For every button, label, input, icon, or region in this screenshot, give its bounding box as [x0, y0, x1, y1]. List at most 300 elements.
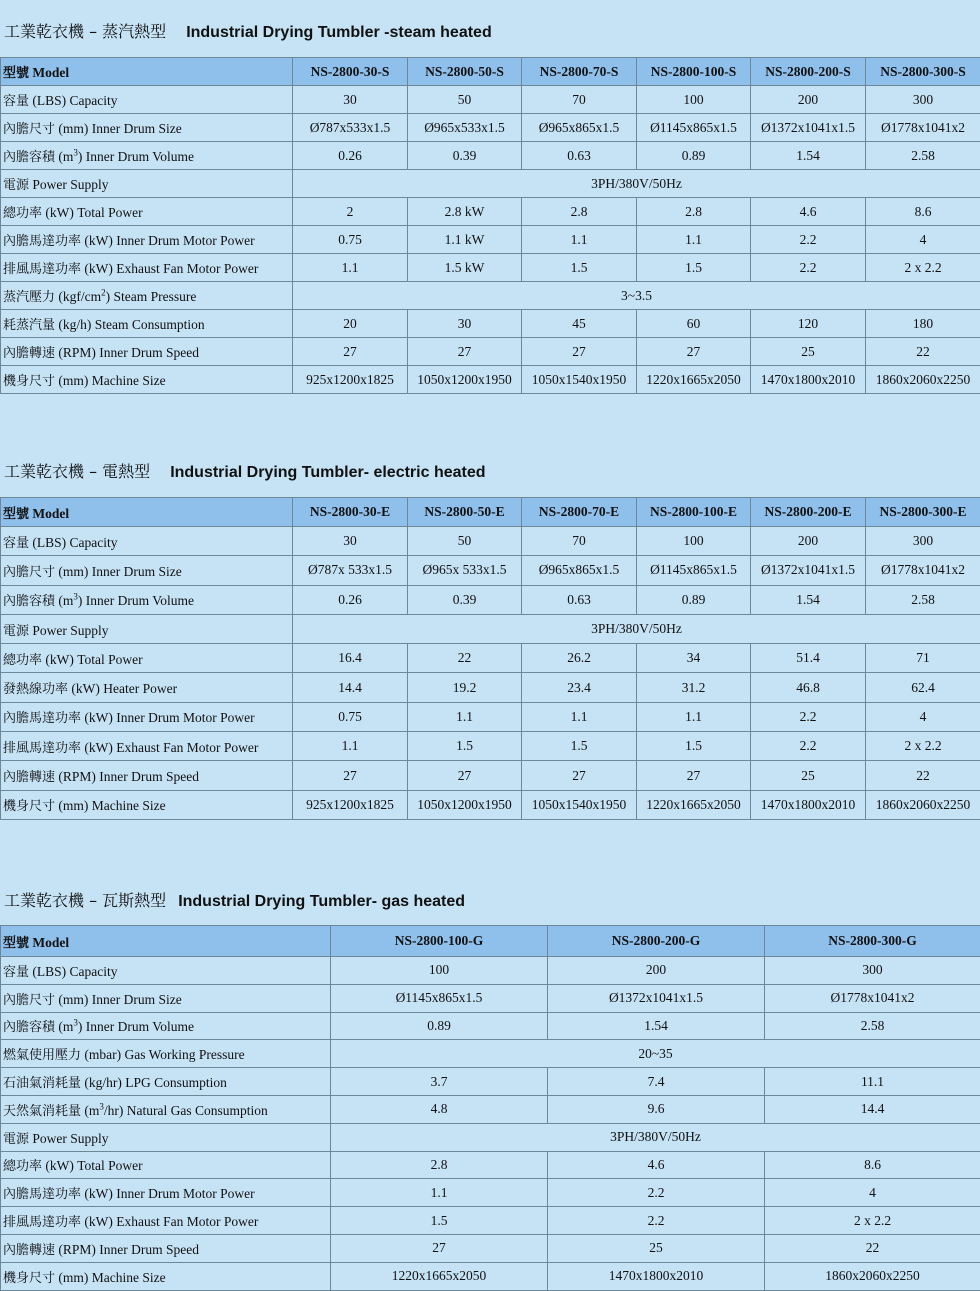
row-label-en-suffix: ) Inner Drum Volume: [77, 593, 194, 609]
value-cell: 0.39: [408, 142, 522, 170]
value-cell: 1.54: [751, 142, 866, 170]
value-cell: 11.1: [765, 1068, 980, 1096]
value-cell: 1220x1665x2050: [637, 790, 751, 819]
value-cell: 22: [765, 1234, 980, 1262]
table-row: [1, 282, 980, 310]
value-cell: 1470x1800x2010: [751, 366, 866, 394]
row-label: [1, 198, 293, 226]
value-cell: Ø965x 533x1.5: [408, 556, 522, 585]
value-cell: 0.75: [293, 702, 408, 731]
value-cell: 2 x 2.2: [866, 254, 980, 282]
table-row: [1, 1262, 980, 1290]
value-cell: 34: [637, 644, 751, 673]
row-label: [1, 644, 293, 673]
value-cell: 27: [522, 761, 637, 790]
value-cell: 27: [293, 338, 408, 366]
table-row: [1, 702, 980, 731]
row-label-zh: 內膽馬達功率: [3, 234, 82, 249]
value-cell: 925x1200x1825: [293, 366, 408, 394]
row-label-en: Power Supply: [32, 177, 109, 192]
value-cell: 2.2: [751, 732, 866, 761]
row-label: [1, 1012, 331, 1040]
merged-value-cell: 20~35: [331, 1040, 980, 1068]
superscript: 3: [73, 147, 78, 158]
value-cell: 1050x1200x1950: [408, 366, 522, 394]
value-cell: 4.6: [548, 1151, 765, 1179]
row-label-en: (kW) Exhaust Fan Motor Power: [84, 739, 259, 755]
table-row: [1, 142, 980, 170]
table-row: [1, 761, 980, 790]
value-cell: 4: [765, 1179, 980, 1207]
value-cell: Ø1778x1041x2: [866, 114, 980, 142]
row-label-en: (kg/hr) LPG Consumption: [84, 1075, 227, 1091]
value-cell: 46.8: [751, 673, 866, 702]
value-cell: 4.8: [331, 1095, 548, 1123]
superscript: 3: [73, 1017, 78, 1028]
row-label-en-suffix: ) Inner Drum Volume: [77, 149, 194, 164]
electric-spec-table: [0, 497, 980, 820]
value-cell: 9.6: [548, 1095, 765, 1123]
value-cell: 27: [522, 338, 637, 366]
table-row: [1, 1123, 980, 1151]
row-label-zh: 電源: [3, 178, 30, 193]
row-label-en: (mbar) Gas Working Pressure: [84, 1047, 245, 1063]
model-header-label: [1, 58, 293, 86]
value-cell: 1.5: [408, 732, 522, 761]
value-cell: 100: [637, 86, 751, 114]
row-label-zh: 內膽馬達功率: [3, 711, 82, 727]
value-cell: 51.4: [751, 644, 866, 673]
gas-title-en: Industrial Drying Tumbler- gas heated: [178, 893, 466, 910]
value-cell: 0.39: [408, 585, 522, 614]
model-name-cell: NS-2800-300-E: [866, 498, 980, 527]
value-cell: 1860x2060x2250: [866, 366, 980, 394]
value-cell: 70: [522, 86, 637, 114]
row-label-en: (RPM) Inner Drum Speed: [58, 1241, 199, 1257]
row-label-zh: 電源: [3, 623, 30, 639]
value-cell: 1.1: [522, 702, 637, 731]
superscript: 2: [101, 287, 106, 298]
row-label-en: (mm) Inner Drum Size: [58, 563, 182, 579]
model-name-cell: NS-2800-100-G: [331, 926, 548, 957]
row-label-zh: 容量: [3, 94, 30, 109]
row-label-en: (kW) Heater Power: [71, 681, 178, 697]
steam-title-en: Industrial Drying Tumbler -steam heated: [186, 24, 492, 41]
table-row: [1, 644, 980, 673]
model-label-en: Model: [32, 65, 70, 80]
table-row: [1, 86, 980, 114]
value-cell: 100: [637, 527, 751, 556]
row-label-zh: 內膽轉速: [3, 346, 56, 361]
row-label-en: (mm) Machine Size: [58, 373, 166, 388]
row-label-en: (LBS) Capacity: [32, 93, 118, 108]
value-cell: 0.26: [293, 142, 408, 170]
row-label-zh: 電源: [3, 1131, 30, 1147]
value-cell: 1220x1665x2050: [637, 366, 751, 394]
model-name-cell: NS-2800-70-E: [522, 498, 637, 527]
row-label-zh: 內膽轉速: [3, 1242, 56, 1258]
value-cell: 0.89: [637, 585, 751, 614]
value-cell: 26.2: [522, 644, 637, 673]
model-name-cell: NS-2800-50-S: [408, 58, 522, 86]
value-cell: 1.5: [522, 254, 637, 282]
value-cell: 25: [751, 761, 866, 790]
row-label: [1, 556, 293, 585]
row-label: [1, 254, 293, 282]
value-cell: 2.8: [522, 198, 637, 226]
merged-value-cell: 3PH/380V/50Hz: [293, 170, 980, 198]
value-cell: 200: [548, 957, 765, 985]
value-cell: 1.1: [293, 732, 408, 761]
row-label-zh: 容量: [3, 535, 30, 551]
table-row: [1, 1179, 980, 1207]
row-label-en: (kW) Total Power: [45, 205, 143, 220]
row-label: [1, 310, 293, 338]
value-cell: 4: [866, 226, 980, 254]
row-label: [1, 732, 293, 761]
value-cell: 1.1: [408, 702, 522, 731]
value-cell: 27: [293, 761, 408, 790]
model-name-cell: NS-2800-200-S: [751, 58, 866, 86]
value-cell: Ø1372x1041x1.5: [751, 556, 866, 585]
value-cell: 30: [293, 527, 408, 556]
model-name-cell: NS-2800-300-S: [866, 58, 980, 86]
value-cell: 1050x1540x1950: [522, 790, 637, 819]
row-label-zh: 機身尺寸: [3, 1270, 56, 1286]
value-cell: 200: [751, 86, 866, 114]
row-label-en-suffix: /hr) Natural Gas Consumption: [103, 1102, 268, 1118]
value-cell: 1.5: [331, 1207, 548, 1235]
model-label-zh: 型號: [3, 506, 30, 522]
row-label: [1, 170, 293, 198]
value-cell: 8.6: [765, 1151, 980, 1179]
row-label-zh: 內膽容積: [3, 594, 56, 610]
value-cell: 31.2: [637, 673, 751, 702]
row-label: [1, 614, 293, 643]
value-cell: 1.1: [637, 226, 751, 254]
value-cell: 0.63: [522, 142, 637, 170]
value-cell: 27: [637, 761, 751, 790]
row-label-en: Power Supply: [32, 622, 109, 638]
row-label: [1, 1040, 331, 1068]
model-label-zh: 型號: [3, 935, 30, 951]
table-row: [1, 790, 980, 819]
value-cell: 1.5: [637, 732, 751, 761]
merged-value-cell: 3PH/380V/50Hz: [293, 614, 980, 643]
value-cell: Ø965x533x1.5: [408, 114, 522, 142]
row-label: [1, 1262, 331, 1290]
row-label-zh: 耗蒸汽量: [3, 318, 56, 333]
value-cell: Ø787x533x1.5: [293, 114, 408, 142]
value-cell: 7.4: [548, 1068, 765, 1096]
row-label: [1, 1179, 331, 1207]
model-label-en: Model: [32, 934, 70, 950]
table-row: [1, 957, 980, 985]
table-row: [1, 338, 980, 366]
value-cell: 30: [408, 310, 522, 338]
value-cell: 62.4: [866, 673, 980, 702]
value-cell: 1.1: [293, 254, 408, 282]
row-label-en-suffix: ) Steam Pressure: [105, 289, 197, 304]
row-label: [1, 1207, 331, 1235]
value-cell: 0.26: [293, 585, 408, 614]
value-cell: 1050x1540x1950: [522, 366, 637, 394]
row-label-zh: 機身尺寸: [3, 799, 56, 815]
table-row: [1, 1012, 980, 1040]
row-label-en: (m: [84, 1102, 100, 1118]
gas-section-title: [4, 886, 465, 916]
row-label-en: (kW) Inner Drum Motor Power: [84, 233, 255, 248]
value-cell: 14.4: [765, 1095, 980, 1123]
value-cell: 0.63: [522, 585, 637, 614]
table-row: [1, 732, 980, 761]
row-label-en: (kW) Total Power: [45, 1158, 143, 1174]
table-row: [1, 1207, 980, 1235]
row-label: [1, 114, 293, 142]
table-row: [1, 1040, 980, 1068]
row-label-zh: 蒸汽壓力: [3, 290, 56, 305]
row-label-en: (kgf/cm: [58, 289, 102, 304]
value-cell: Ø1372x1041x1.5: [751, 114, 866, 142]
value-cell: 1.54: [751, 585, 866, 614]
value-cell: 2.8: [331, 1151, 548, 1179]
value-cell: 50: [408, 86, 522, 114]
row-label-en: (kW) Exhaust Fan Motor Power: [84, 1214, 259, 1230]
value-cell: 1470x1800x2010: [751, 790, 866, 819]
table-row: [1, 254, 980, 282]
value-cell: 1220x1665x2050: [331, 1262, 548, 1290]
value-cell: 19.2: [408, 673, 522, 702]
row-label: [1, 984, 331, 1012]
value-cell: 2: [293, 198, 408, 226]
row-label-zh: 總功率: [3, 206, 43, 221]
row-label: [1, 673, 293, 702]
value-cell: 0.89: [637, 142, 751, 170]
row-label: [1, 338, 293, 366]
value-cell: 70: [522, 527, 637, 556]
row-label-en: (LBS) Capacity: [32, 963, 118, 979]
value-cell: 300: [866, 527, 980, 556]
row-label-en-suffix: ) Inner Drum Volume: [77, 1019, 194, 1035]
value-cell: 4: [866, 702, 980, 731]
value-cell: 27: [637, 338, 751, 366]
value-cell: 2 x 2.2: [866, 732, 980, 761]
model-name-cell: NS-2800-100-E: [637, 498, 751, 527]
value-cell: 2.8: [637, 198, 751, 226]
row-label-zh: 天然氣消耗量: [3, 1103, 82, 1119]
table-row: [1, 585, 980, 614]
value-cell: 1860x2060x2250: [866, 790, 980, 819]
model-label-zh: 型號: [3, 66, 30, 81]
table-row: [1, 527, 980, 556]
row-label-en: (mm) Machine Size: [58, 798, 166, 814]
row-label-zh: 發熱線功率: [3, 682, 69, 698]
row-label-zh: 排風馬達功率: [3, 262, 82, 277]
value-cell: 1050x1200x1950: [408, 790, 522, 819]
value-cell: 2.58: [765, 1012, 980, 1040]
table-row: [1, 556, 980, 585]
value-cell: 100: [331, 957, 548, 985]
row-label-en: (kg/h) Steam Consumption: [58, 317, 205, 332]
value-cell: 25: [751, 338, 866, 366]
row-label-zh: 內膽尺寸: [3, 992, 56, 1008]
electric-title-zh: 工業乾衣機 – 電熱型: [4, 462, 151, 481]
steam-section-title: [4, 17, 492, 47]
value-cell: 22: [866, 338, 980, 366]
row-label-en: (mm) Machine Size: [58, 1269, 166, 1285]
row-label: [1, 226, 293, 254]
row-label-zh: 內膽馬達功率: [3, 1187, 82, 1203]
model-label-en: Model: [32, 505, 70, 521]
table-row: [1, 1095, 980, 1123]
model-name-cell: NS-2800-30-S: [293, 58, 408, 86]
value-cell: 14.4: [293, 673, 408, 702]
value-cell: 200: [751, 527, 866, 556]
row-label-zh: 總功率: [3, 1159, 43, 1175]
row-label: [1, 1095, 331, 1123]
row-label-zh: 燃氣使用壓力: [3, 1048, 82, 1064]
value-cell: 2 x 2.2: [765, 1207, 980, 1235]
superscript: 3: [99, 1101, 104, 1112]
value-cell: 3.7: [331, 1068, 548, 1096]
row-label-zh: 內膽轉速: [3, 770, 56, 786]
value-cell: 2.2: [548, 1207, 765, 1235]
value-cell: 16.4: [293, 644, 408, 673]
row-label: [1, 790, 293, 819]
table-row: [1, 310, 980, 338]
table-row: [1, 198, 980, 226]
value-cell: 8.6: [866, 198, 980, 226]
row-label-zh: 機身尺寸: [3, 374, 56, 389]
value-cell: Ø965x865x1.5: [522, 556, 637, 585]
value-cell: Ø965x865x1.5: [522, 114, 637, 142]
row-label-zh: 排風馬達功率: [3, 1215, 82, 1231]
model-name-cell: NS-2800-30-E: [293, 498, 408, 527]
model-name-cell: NS-2800-70-S: [522, 58, 637, 86]
value-cell: 27: [408, 761, 522, 790]
value-cell: 22: [408, 644, 522, 673]
electric-section-title: [4, 457, 486, 487]
value-cell: 2.8 kW: [408, 198, 522, 226]
table-header-row: [1, 498, 980, 527]
superscript: 3: [73, 591, 78, 602]
model-name-cell: NS-2800-200-G: [548, 926, 765, 957]
value-cell: Ø1145x865x1.5: [637, 556, 751, 585]
value-cell: 1.1 kW: [408, 226, 522, 254]
value-cell: 20: [293, 310, 408, 338]
value-cell: 1.5: [637, 254, 751, 282]
merged-value-cell: 3PH/380V/50Hz: [331, 1123, 980, 1151]
value-cell: 30: [293, 86, 408, 114]
value-cell: 27: [331, 1234, 548, 1262]
row-label-en: (m: [58, 593, 74, 609]
value-cell: 1.1: [522, 226, 637, 254]
value-cell: 2.2: [751, 226, 866, 254]
electric-title-en: Industrial Drying Tumbler- electric heated: [170, 464, 486, 481]
value-cell: 1470x1800x2010: [548, 1262, 765, 1290]
value-cell: 2.2: [751, 702, 866, 731]
table-row: [1, 984, 980, 1012]
value-cell: 50: [408, 527, 522, 556]
table-row: [1, 114, 980, 142]
row-label-en: (kW) Total Power: [45, 651, 143, 667]
value-cell: 4.6: [751, 198, 866, 226]
row-label-en: (RPM) Inner Drum Speed: [58, 345, 199, 360]
row-label-en: (mm) Inner Drum Size: [58, 991, 182, 1007]
gas-title-zh: 工業乾衣機 – 瓦斯熱型: [4, 891, 167, 910]
table-header-row: [1, 926, 980, 957]
value-cell: 1.5: [522, 732, 637, 761]
value-cell: 2.2: [751, 254, 866, 282]
row-label-zh: 內膽容積: [3, 1020, 56, 1036]
value-cell: 1.54: [548, 1012, 765, 1040]
value-cell: 300: [765, 957, 980, 985]
steam-spec-table: [0, 57, 980, 394]
row-label-zh: 排風馬達功率: [3, 740, 82, 756]
row-label: [1, 585, 293, 614]
row-label-zh: 內膽尺寸: [3, 122, 56, 137]
table-row: [1, 673, 980, 702]
value-cell: 2.58: [866, 585, 980, 614]
value-cell: 45: [522, 310, 637, 338]
merged-value-cell: 3~3.5: [293, 282, 980, 310]
value-cell: 0.89: [331, 1012, 548, 1040]
model-name-cell: NS-2800-100-S: [637, 58, 751, 86]
row-label: [1, 761, 293, 790]
value-cell: 27: [408, 338, 522, 366]
value-cell: Ø1145x865x1.5: [637, 114, 751, 142]
row-label-en: (kW) Exhaust Fan Motor Power: [84, 261, 259, 276]
row-label: [1, 86, 293, 114]
model-name-cell: NS-2800-200-E: [751, 498, 866, 527]
row-label: [1, 527, 293, 556]
value-cell: 925x1200x1825: [293, 790, 408, 819]
row-label-zh: 容量: [3, 964, 30, 980]
steam-title-zh: 工業乾衣機 – 蒸汽熱型: [4, 22, 167, 41]
row-label: [1, 282, 293, 310]
model-header-label: [1, 926, 331, 957]
value-cell: 1.5 kW: [408, 254, 522, 282]
table-row: [1, 1151, 980, 1179]
value-cell: 23.4: [522, 673, 637, 702]
row-label: [1, 957, 331, 985]
value-cell: 71: [866, 644, 980, 673]
value-cell: 1.1: [331, 1179, 548, 1207]
row-label-en: (LBS) Capacity: [32, 534, 118, 550]
table-row: [1, 366, 980, 394]
row-label: [1, 1123, 331, 1151]
row-label-zh: 石油氣消耗量: [3, 1076, 82, 1092]
model-name-cell: NS-2800-300-G: [765, 926, 980, 957]
row-label: [1, 1151, 331, 1179]
value-cell: Ø1145x865x1.5: [331, 984, 548, 1012]
value-cell: 120: [751, 310, 866, 338]
value-cell: 1.1: [637, 702, 751, 731]
table-row: [1, 226, 980, 254]
value-cell: 300: [866, 86, 980, 114]
row-label: [1, 1234, 331, 1262]
row-label-en: (m: [58, 1019, 74, 1035]
table-row: [1, 614, 980, 643]
row-label: [1, 1068, 331, 1096]
value-cell: 2.2: [548, 1179, 765, 1207]
row-label-en: Power Supply: [32, 1130, 109, 1146]
row-label-en: (m: [58, 149, 74, 164]
row-label-zh: 總功率: [3, 652, 43, 668]
table-row: [1, 170, 980, 198]
value-cell: 180: [866, 310, 980, 338]
value-cell: 60: [637, 310, 751, 338]
